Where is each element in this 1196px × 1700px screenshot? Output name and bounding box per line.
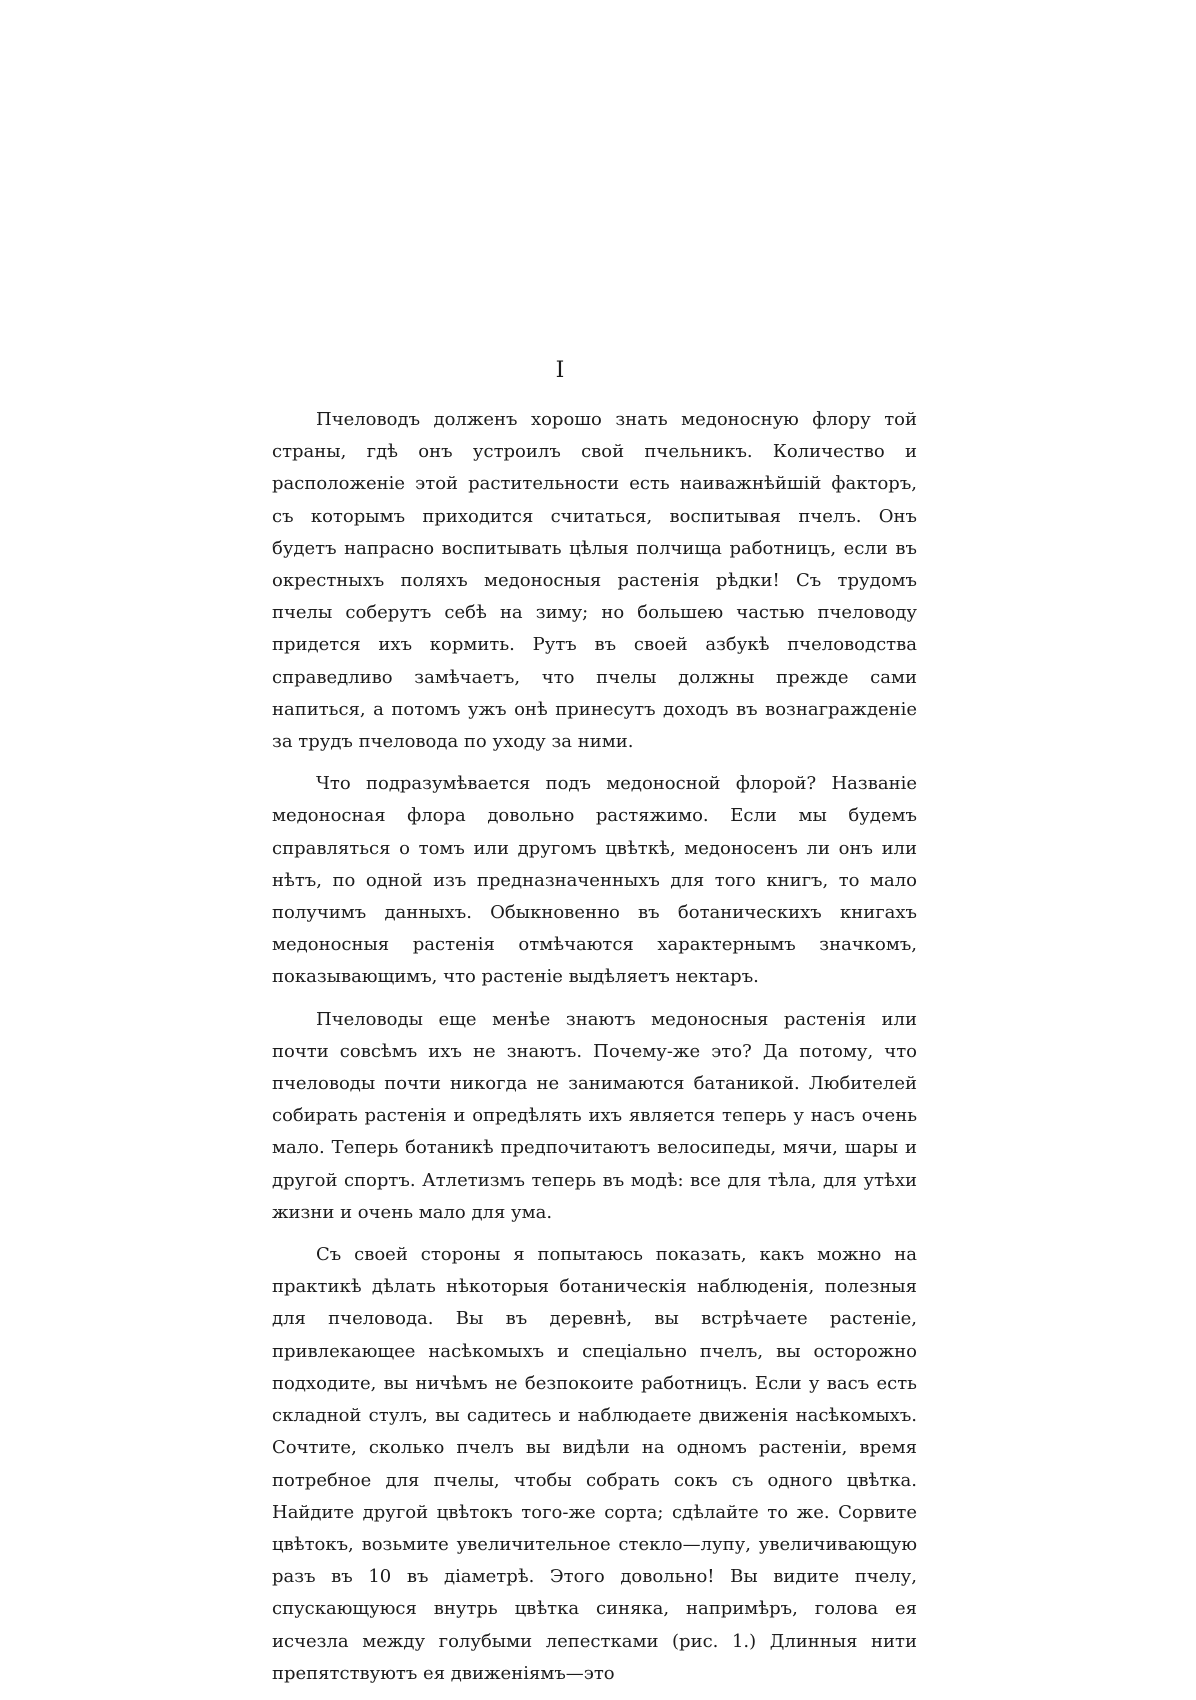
paragraph-2: Что подразумѣвается подъ медоносной флорой? Названіе медоносная флора довольно растяжимо. Если мы будемъ справляться о томъ или другомъ цвѣткѣ, медоносенъ ли онъ или нѣтъ, по одной изъ предназначенныхъ для того книгъ, то мало получимъ данныхъ. Обыкновенно въ ботаническихъ книгахъ медоносныя растенія отмѣчаются характернымъ значкомъ, показывающимъ, что растеніе выдѣляетъ нектаръ.	[272, 773, 917, 988]
paragraph-1: Пчеловодъ долженъ хорошо знать медоносную флору той страны, гдѣ онъ устроилъ свой пчельникъ. Количество и расположеніе этой растительности есть наиважнѣйшій факторъ, съ которымъ приходится считаться, воспитывая пчелъ. Онъ будетъ напрасно воспитывать цѣлыя полчища работницъ, если въ окрестныхъ поляхъ медоносныя растенія рѣдки! Съ трудомъ пчелы соберутъ себѣ на зиму; но большею частью пчеловоду придется ихъ кормить. Рутъ въ своей азбукѣ пчеловодства справедливо замѣчаетъ, что пчелы должны прежде сами напиться, а потомъ ужъ онѣ принесутъ доходъ въ вознагражденіе за трудъ пчеловода по уходу за ними.	[272, 409, 917, 753]
paragraph-4: Съ своей стороны я попытаюсь показать, какъ можно на практикѣ дѣлать нѣкоторыя ботаническія наблюденія, полезныя для пчеловода. Вы въ деревнѣ, вы встрѣчаете растеніе, привлекающее насѣкомыхъ и спеціально пчелъ, вы осторожно подходите, вы ничѣмъ не безпокоите работницъ. Если у васъ есть складной стулъ, вы садитесь и наблюдаете движенія насѣкомыхъ. Сочтите, сколько пчелъ вы видѣли на одномъ растеніи, время потребное для пчелы, чтобы собрать сокъ съ одного цвѣтка. Найдите другой цвѣтокъ того-же сорта; сдѣлайте то же. Сорвите цвѣтокъ, возьмите увеличительное стекло—лупу, увеличивающую разъ въ 10 въ діаметрѣ. Этого довольно! Вы видите пчелу, спускающуюся внутрь цвѣтка синяка, напримѣръ, голова ея исчезла между голубыми лепестками (рис. 1.) Длинныя нити препятствуютъ ея движеніямъ—это	[272, 1244, 917, 1684]
text-column	[272, 404, 917, 1700]
chapter-heading: I	[555, 358, 565, 383]
paragraph-3: Пчеловоды еще менѣе знаютъ медоносныя растенія или почти совсѣмъ ихъ не знаютъ. Почему-же это? Да потому, что пчеловоды почти никогда не занимаются батаникой. Любителей собирать растенія и опредѣлять ихъ является теперь у насъ очень мало. Теперь ботаникѣ предпочитаютъ велосипеды, мячи, шары и другой спортъ. Атлетизмъ теперь въ модѣ: все для тѣла, для утѣхи жизни и очень мало для ума.	[272, 1008, 917, 1223]
